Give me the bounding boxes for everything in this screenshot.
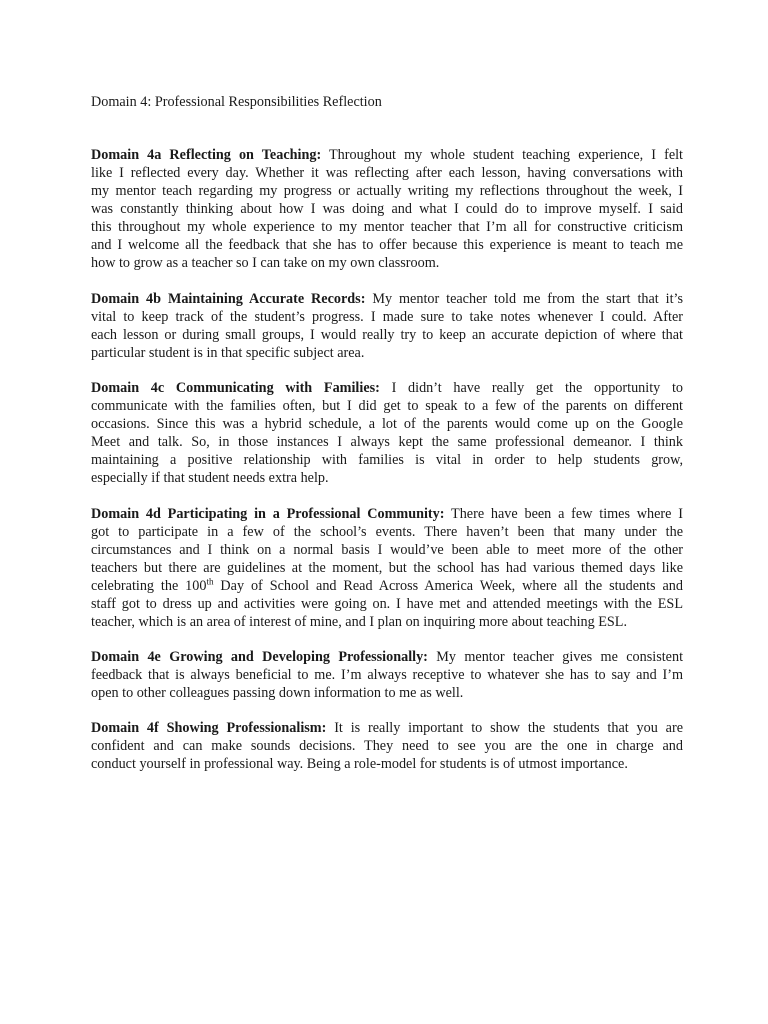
paragraph-line: and I welcome all the feedback that she has to offer because this experience is meant to teach me bbox=[91, 237, 683, 253]
paragraph-line: occasions. Since this was a hybrid schedule, a lot of the parents would come up on the Google bbox=[91, 416, 683, 432]
paragraph-line: confident and can make sounds decisions. They need to see you are the one in charge and bbox=[91, 738, 683, 754]
paragraph-line: teachers but there are guidelines at the moment, but the school has had various themed days like bbox=[91, 560, 683, 576]
paragraph-line: got to participate in a few of the school’s events. There haven’t been that many under the bbox=[91, 524, 683, 540]
paragraph-text: My mentor teacher gives me consistent bbox=[427, 649, 684, 665]
paragraph-line bbox=[91, 290, 683, 308]
paragraph-line bbox=[91, 648, 683, 666]
paragraph-line: my mentor teach regarding my progress or actually writing my reflections throughout the week, I bbox=[91, 183, 683, 199]
paragraph-line: this throughout my whole experience to my mentor teacher that I’m all for constructive criticism bbox=[91, 219, 683, 235]
paragraph-line bbox=[91, 505, 683, 523]
paragraph-line bbox=[91, 146, 683, 164]
section-4e-paragraph bbox=[91, 648, 683, 702]
paragraph-line: each lesson or during small groups, I would really try to keep an accurate depiction of where that bbox=[91, 327, 683, 343]
document-title: Domain 4: Professional Responsibilities Reflection bbox=[91, 94, 382, 110]
section-4f-paragraph bbox=[91, 719, 683, 773]
paragraph-line: how to grow as a teacher so I can take on my own classroom. bbox=[91, 255, 440, 271]
paragraph-text: It is really important to show the students that you are bbox=[326, 720, 684, 736]
paragraph-line: feedback that is always beneficial to me. I’m always receptive to whatever she has to say and I’m bbox=[91, 667, 683, 683]
section-heading: Domain 4f Showing Professionalism: bbox=[91, 720, 327, 736]
paragraph-line: Meet and talk. So, in those instances I always kept the same professional demeanor. I think bbox=[91, 434, 683, 450]
paragraph-line: staff got to dress up and activities were going on. I have met and attended meetings with the ESL bbox=[91, 596, 683, 612]
paragraph-line bbox=[91, 719, 683, 737]
paragraph-line: maintaining a positive relationship with families is vital in order to help students grow, bbox=[91, 452, 683, 468]
paragraph-line: circumstances and I think on a normal basis I would’ve been able to meet more of the other bbox=[91, 542, 683, 558]
paragraph-text: There have been a few times where I bbox=[444, 506, 683, 522]
paragraph-line bbox=[91, 379, 683, 397]
section-heading: Domain 4c Communicating with Families: bbox=[91, 380, 380, 396]
paragraph-line: communicate with the families often, but I did get to speak to a few of the parents on different bbox=[91, 398, 683, 414]
paragraph-line: particular student is in that specific subject area. bbox=[91, 345, 365, 361]
section-4d-paragraph bbox=[91, 505, 683, 631]
paragraph-text: celebrating the 100 bbox=[91, 578, 207, 594]
paragraph-line: like I reflected every day. Whether it was reflecting after each lesson, having conversations with bbox=[91, 165, 683, 181]
paragraph-text: My mentor teacher told me from the start that it’s bbox=[365, 291, 683, 307]
paragraph-line: conduct yourself in professional way. Being a role-model for students is of utmost importance. bbox=[91, 756, 628, 772]
paragraph-line: teacher, which is an area of interest of mine, and I plan on inquiring more about teaching ESL. bbox=[91, 614, 628, 630]
paragraph-line: vital to keep track of the student’s progress. I made sure to take notes whenever I could. After bbox=[91, 309, 683, 325]
section-4a-paragraph bbox=[91, 146, 683, 272]
section-4b-paragraph bbox=[91, 290, 683, 362]
section-4c-paragraph bbox=[91, 379, 683, 487]
paragraph-text: I didn’t have really get the opportunity to bbox=[379, 380, 683, 396]
paragraph-text: Day of School and Read Across America Week, where all the students and bbox=[213, 578, 683, 594]
paragraph-line: open to other colleagues passing down information to me as well. bbox=[91, 685, 464, 701]
paragraph-line bbox=[91, 577, 683, 595]
section-heading: Domain 4b Maintaining Accurate Records: bbox=[91, 291, 366, 307]
ordinal-superscript: th bbox=[206, 576, 214, 587]
section-heading: Domain 4a Reflecting on Teaching: bbox=[91, 147, 322, 163]
section-heading: Domain 4d Participating in a Professional Community: bbox=[91, 506, 445, 522]
paragraph-text: Throughout my whole student teaching experience, I felt bbox=[321, 147, 683, 163]
paragraph-line: especially if that student needs extra help. bbox=[91, 470, 329, 486]
paragraph-line: was constantly thinking about how I was doing and what I could do to improve myself. I said bbox=[91, 201, 683, 217]
section-heading: Domain 4e Growing and Developing Professionally: bbox=[91, 649, 428, 665]
